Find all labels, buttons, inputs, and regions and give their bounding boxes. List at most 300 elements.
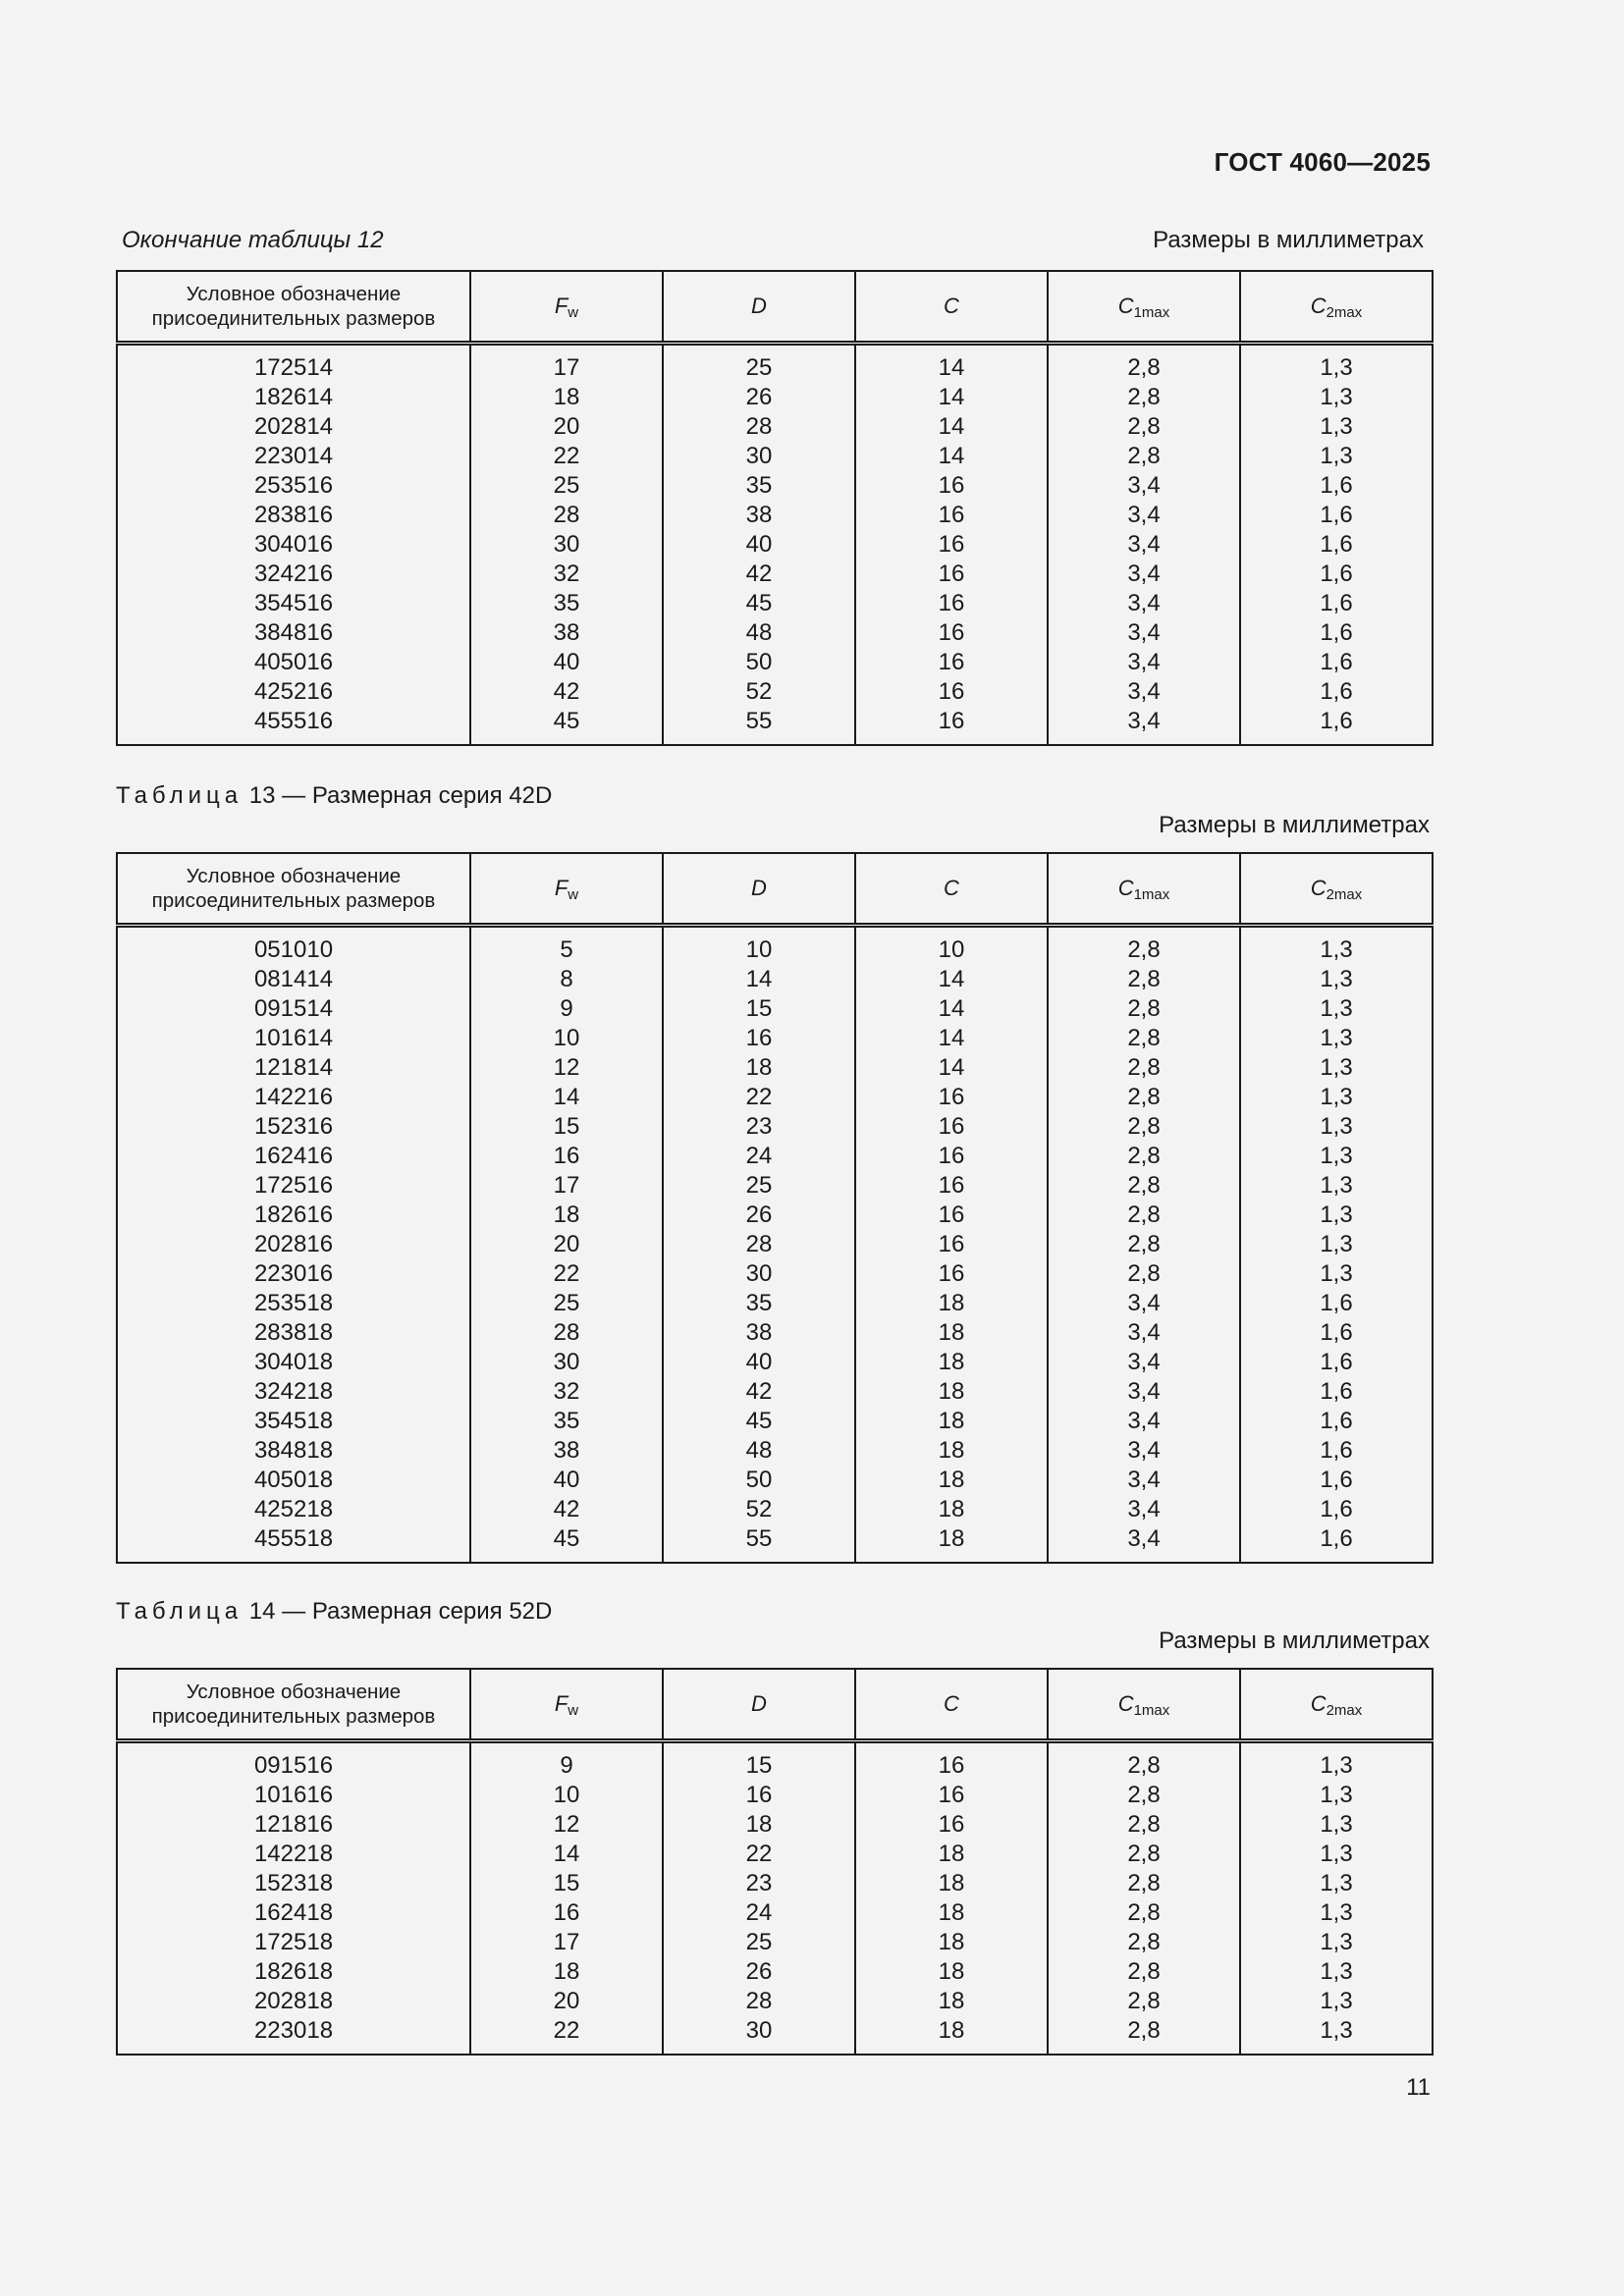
column-header-c2max — [1240, 271, 1433, 344]
table-cell: 1,3 — [1240, 1810, 1433, 1840]
table-cell: 1,3 — [1240, 1840, 1433, 1869]
table-cell: 18 — [855, 1318, 1048, 1348]
column-header-c — [855, 271, 1048, 344]
table-cell: 2,8 — [1048, 1083, 1240, 1112]
table-cell: 38 — [470, 1436, 663, 1466]
table-cell: 1,3 — [1240, 1112, 1433, 1142]
table-cell: 16 — [855, 1083, 1048, 1112]
table-row — [117, 1495, 1433, 1524]
table-cell: 48 — [663, 618, 855, 648]
table-cell: 14 — [855, 383, 1048, 412]
table-cell: 16 — [855, 1810, 1048, 1840]
table-cell: 14 — [470, 1840, 663, 1869]
column-header-fw — [470, 1669, 663, 1741]
column-symbol-subscript: w — [568, 885, 579, 903]
table-row — [117, 1318, 1433, 1348]
table-cell: 55 — [663, 707, 855, 745]
column-header-c1max — [1048, 271, 1240, 344]
column-symbol-subscript: w — [568, 303, 579, 321]
table-cell: 20 — [470, 1230, 663, 1259]
table-cell: 28 — [663, 412, 855, 442]
table-cell: 405018 — [253, 1467, 334, 1493]
table-cell: 52 — [663, 1495, 855, 1524]
table12-end — [116, 270, 1434, 746]
table-cell: 10 — [470, 1024, 663, 1053]
table-row — [117, 677, 1433, 707]
table-cell: 253516 — [253, 472, 334, 499]
table-cell: 172516 — [253, 1172, 334, 1199]
table-cell: 28 — [663, 1987, 855, 2016]
table-cell: 1,6 — [1240, 1289, 1433, 1318]
table-cell: 18 — [855, 2016, 1048, 2055]
table13-caption — [116, 782, 552, 810]
table-cell: 101614 — [253, 1025, 334, 1051]
table-cell: 3,4 — [1048, 1318, 1240, 1348]
column-header-c — [855, 1669, 1048, 1741]
table-cell: 1,6 — [1240, 530, 1433, 560]
column-symbol-subscript: 2max — [1326, 1701, 1363, 1719]
table-cell: 1,6 — [1240, 618, 1433, 648]
table-cell: 121816 — [253, 1811, 334, 1838]
table-row — [117, 1407, 1433, 1436]
column-header-symbol — [1117, 875, 1170, 903]
table-cell: 18 — [855, 1898, 1048, 1928]
table-row — [117, 412, 1433, 442]
table-cell: 1,3 — [1240, 344, 1433, 384]
table-cell: 162418 — [253, 1899, 334, 1926]
table-row — [117, 1436, 1433, 1466]
table-cell: 18 — [855, 1928, 1048, 1957]
table-cell: 1,3 — [1240, 965, 1433, 994]
table-cell: 2,8 — [1048, 412, 1240, 442]
table-cell: 354516 — [253, 590, 334, 616]
table-cell: 16 — [855, 707, 1048, 745]
table-row — [117, 1840, 1433, 1869]
table-cell: 1,3 — [1240, 383, 1433, 412]
table-cell: 455516 — [253, 708, 334, 734]
table-cell: 25 — [470, 1289, 663, 1318]
table-cell: 1,3 — [1240, 442, 1433, 471]
table-cell: 1,6 — [1240, 1348, 1433, 1377]
table-cell: 15 — [470, 1112, 663, 1142]
table-cell: 16 — [855, 1171, 1048, 1201]
column-header-d — [663, 1669, 855, 1741]
table-cell: 30 — [470, 1348, 663, 1377]
column-header-designation-line: Условное обозначение — [186, 283, 402, 305]
table-cell: 18 — [855, 1987, 1048, 2016]
column-header-fw — [470, 271, 663, 344]
table-cell: 9 — [470, 994, 663, 1024]
column-header-designation-line: присоединительных размеров — [151, 307, 436, 330]
table-cell: 18 — [855, 1957, 1048, 1987]
table-cell: 18 — [855, 1407, 1048, 1436]
table-cell: 18 — [855, 1436, 1048, 1466]
table-cell: 1,3 — [1240, 1898, 1433, 1928]
column-symbol-subscript: 1max — [1133, 885, 1170, 903]
column-symbol-letter: C — [1310, 293, 1326, 318]
table-cell: 30 — [663, 1259, 855, 1289]
column-header-symbol — [1310, 1690, 1363, 1719]
table-cell: 304018 — [253, 1349, 334, 1375]
page-number: 11 — [1406, 2074, 1431, 2101]
column-header-designation-line: Условное обозначение — [186, 865, 402, 887]
table-cell: 2,8 — [1048, 965, 1240, 994]
table-cell: 26 — [663, 383, 855, 412]
table12-continuation-caption: Окончание таблицы 12 — [122, 227, 384, 253]
column-symbol-letter: C — [944, 294, 959, 318]
column-symbol-letter: F — [554, 875, 568, 900]
column-header-symbol — [751, 876, 767, 900]
table-cell: 1,3 — [1240, 1781, 1433, 1810]
table-row — [117, 1171, 1433, 1201]
table-cell: 425218 — [253, 1496, 334, 1522]
column-header-symbol — [554, 293, 579, 321]
table-row — [117, 1230, 1433, 1259]
table-cell: 18 — [470, 1201, 663, 1230]
table-cell: 121814 — [253, 1054, 334, 1081]
table-cell: 2,8 — [1048, 1987, 1240, 2016]
table-cell: 3,4 — [1048, 589, 1240, 618]
table-cell: 32 — [470, 1377, 663, 1407]
table-cell: 283818 — [253, 1319, 334, 1346]
table-cell: 3,4 — [1048, 618, 1240, 648]
column-header-symbol — [1117, 1690, 1170, 1719]
table14 — [116, 1668, 1434, 2056]
table-cell: 223014 — [253, 443, 334, 469]
table-cell: 38 — [663, 1318, 855, 1348]
table-row — [117, 1810, 1433, 1840]
column-symbol-subscript: 2max — [1326, 885, 1363, 903]
table14-units-note: Размеры в миллиметрах — [1159, 1628, 1430, 1654]
column-symbol-letter: C — [1310, 1690, 1326, 1716]
table-cell: 14 — [855, 1024, 1048, 1053]
column-header-fw — [470, 853, 663, 926]
column-header-symbol — [944, 876, 959, 900]
table-header-row — [117, 271, 1433, 344]
table-cell: 48 — [663, 1436, 855, 1466]
table-cell: 1,3 — [1240, 1083, 1433, 1112]
column-header-designation — [117, 853, 470, 926]
table-cell: 1,3 — [1240, 1230, 1433, 1259]
table-cell: 55 — [663, 1524, 855, 1563]
table-row — [117, 1741, 1433, 1782]
table-row — [117, 707, 1433, 745]
table-cell: 1,6 — [1240, 560, 1433, 589]
table-row — [117, 618, 1433, 648]
table-row — [117, 2016, 1433, 2055]
table-cell: 3,4 — [1048, 1524, 1240, 1563]
table-cell: 52 — [663, 677, 855, 707]
table-cell: 14 — [855, 412, 1048, 442]
table-cell: 3,4 — [1048, 530, 1240, 560]
table-cell: 1,3 — [1240, 994, 1433, 1024]
table-cell: 051010 — [253, 936, 334, 963]
table-cell: 283816 — [253, 502, 334, 528]
table-cell: 30 — [663, 442, 855, 471]
column-header-designation-line: Условное обозначение — [186, 1681, 402, 1703]
table-cell: 2,8 — [1048, 383, 1240, 412]
table-cell: 16 — [663, 1781, 855, 1810]
table-cell: 1,3 — [1240, 1201, 1433, 1230]
table14-caption-title: 14 — Размерная серия 52D — [248, 1598, 553, 1625]
column-symbol-letter: F — [554, 1690, 568, 1716]
table-cell: 1,6 — [1240, 1407, 1433, 1436]
table-cell: 18 — [663, 1810, 855, 1840]
table-cell: 2,8 — [1048, 926, 1240, 966]
table-cell: 304016 — [253, 531, 334, 558]
table-cell: 405016 — [253, 649, 334, 675]
table-row — [117, 1053, 1433, 1083]
table-cell: 22 — [470, 2016, 663, 2055]
table-row — [117, 648, 1433, 677]
table-cell: 152318 — [253, 1870, 334, 1896]
table-row — [117, 1024, 1433, 1053]
table-cell: 25 — [663, 344, 855, 384]
table-cell: 22 — [663, 1840, 855, 1869]
table-cell: 1,3 — [1240, 1142, 1433, 1171]
table-cell: 182616 — [253, 1201, 334, 1228]
table-row — [117, 471, 1433, 501]
table-row — [117, 1987, 1433, 2016]
column-symbol-subscript: 1max — [1133, 1701, 1170, 1719]
table-cell: 35 — [663, 471, 855, 501]
table-cell: 1,6 — [1240, 707, 1433, 745]
table-cell: 23 — [663, 1112, 855, 1142]
table-cell: 455518 — [253, 1525, 334, 1552]
table-cell: 2,8 — [1048, 1230, 1240, 1259]
column-symbol-letter: C — [944, 1691, 959, 1716]
table14-caption — [116, 1598, 552, 1626]
table-cell: 25 — [663, 1928, 855, 1957]
table-row — [117, 1957, 1433, 1987]
table-cell: 3,4 — [1048, 1495, 1240, 1524]
table-cell: 3,4 — [1048, 648, 1240, 677]
table-cell: 35 — [470, 589, 663, 618]
table-cell: 40 — [470, 1466, 663, 1495]
table-cell: 15 — [663, 1741, 855, 1782]
table-cell: 202816 — [253, 1231, 334, 1257]
table-cell: 1,6 — [1240, 471, 1433, 501]
table-cell: 091514 — [253, 995, 334, 1022]
table-cell: 16 — [855, 471, 1048, 501]
table-cell: 14 — [470, 1083, 663, 1112]
table-cell: 1,3 — [1240, 1869, 1433, 1898]
table-cell: 15 — [663, 994, 855, 1024]
table-cell: 182614 — [253, 384, 334, 410]
table-cell: 2,8 — [1048, 1957, 1240, 1987]
table-cell: 22 — [470, 1259, 663, 1289]
table-cell: 1,3 — [1240, 1957, 1433, 1987]
table-cell: 425216 — [253, 678, 334, 705]
table-cell: 1,3 — [1240, 1024, 1433, 1053]
table-cell: 50 — [663, 1466, 855, 1495]
table-row — [117, 1524, 1433, 1563]
column-symbol-letter: D — [751, 294, 767, 318]
table-cell: 38 — [663, 501, 855, 530]
table-cell: 40 — [663, 1348, 855, 1377]
table-row — [117, 1289, 1433, 1318]
table-cell: 1,3 — [1240, 1928, 1433, 1957]
table-row — [117, 1259, 1433, 1289]
table-cell: 14 — [855, 994, 1048, 1024]
table-row — [117, 1898, 1433, 1928]
table-cell: 18 — [855, 1377, 1048, 1407]
table-cell: 3,4 — [1048, 501, 1240, 530]
column-header-c — [855, 853, 1048, 926]
table-cell: 1,3 — [1240, 1171, 1433, 1201]
table-cell: 50 — [663, 648, 855, 677]
table-row — [117, 994, 1433, 1024]
table-cell: 3,4 — [1048, 677, 1240, 707]
table-cell: 16 — [855, 1230, 1048, 1259]
column-header-symbol — [944, 294, 959, 318]
table-cell: 17 — [470, 1928, 663, 1957]
table-row — [117, 383, 1433, 412]
table13-caption-word: Таблица — [116, 782, 244, 809]
table-cell: 3,4 — [1048, 1466, 1240, 1495]
table-cell: 30 — [663, 2016, 855, 2055]
table-cell: 3,4 — [1048, 471, 1240, 501]
table-cell: 15 — [470, 1869, 663, 1898]
table-cell: 10 — [470, 1781, 663, 1810]
column-header-designation-line: присоединительных размеров — [151, 1705, 436, 1728]
table-cell: 1,6 — [1240, 1524, 1433, 1563]
table-cell: 1,3 — [1240, 1053, 1433, 1083]
table-cell: 18 — [855, 1524, 1048, 1563]
column-header-c1max — [1048, 853, 1240, 926]
column-symbol-letter: C — [1310, 875, 1326, 900]
table-cell: 253518 — [253, 1290, 334, 1316]
table-cell: 384816 — [253, 619, 334, 646]
column-header-designation — [117, 271, 470, 344]
table-cell: 3,4 — [1048, 560, 1240, 589]
table-cell: 24 — [663, 1898, 855, 1928]
table-cell: 2,8 — [1048, 1840, 1240, 1869]
column-header-symbol — [1117, 293, 1170, 321]
table-cell: 16 — [855, 501, 1048, 530]
table-row — [117, 501, 1433, 530]
table13-caption-title: 13 — Размерная серия 42D — [248, 782, 553, 809]
table-cell: 223016 — [253, 1260, 334, 1287]
table-cell: 16 — [855, 560, 1048, 589]
table-cell: 354518 — [253, 1408, 334, 1434]
table-cell: 324218 — [253, 1378, 334, 1405]
table-cell: 3,4 — [1048, 1377, 1240, 1407]
table-cell: 18 — [855, 1840, 1048, 1869]
column-symbol-subscript: w — [568, 1701, 579, 1719]
table-cell: 16 — [470, 1898, 663, 1928]
table-row — [117, 1112, 1433, 1142]
table-row — [117, 926, 1433, 966]
table-cell: 101616 — [253, 1782, 334, 1808]
column-header-symbol — [554, 1690, 579, 1719]
table-cell: 16 — [855, 1781, 1048, 1810]
table-row — [117, 1201, 1433, 1230]
table-cell: 3,4 — [1048, 1436, 1240, 1466]
table-cell: 2,8 — [1048, 1201, 1240, 1230]
table-cell: 152316 — [253, 1113, 334, 1140]
table-cell: 17 — [470, 1171, 663, 1201]
table-cell: 16 — [855, 589, 1048, 618]
table-cell: 14 — [663, 965, 855, 994]
table-cell: 1,6 — [1240, 589, 1433, 618]
table-cell: 2,8 — [1048, 1741, 1240, 1782]
column-symbol-letter: D — [751, 876, 767, 900]
table-cell: 5 — [470, 926, 663, 966]
table-cell: 40 — [663, 530, 855, 560]
table-cell: 14 — [855, 344, 1048, 384]
table-cell: 384818 — [253, 1437, 334, 1464]
table-row — [117, 1869, 1433, 1898]
column-header-symbol — [944, 1691, 959, 1716]
column-header-symbol — [554, 875, 579, 903]
table-cell: 16 — [663, 1024, 855, 1053]
table-cell: 10 — [855, 926, 1048, 966]
table-cell: 18 — [855, 1348, 1048, 1377]
table-cell: 16 — [855, 1112, 1048, 1142]
table-cell: 3,4 — [1048, 1289, 1240, 1318]
table-cell: 1,3 — [1240, 1741, 1433, 1782]
table-row — [117, 589, 1433, 618]
column-symbol-letter: D — [751, 1691, 767, 1716]
table-cell: 26 — [663, 1201, 855, 1230]
table-cell: 1,3 — [1240, 2016, 1433, 2055]
table-row — [117, 1377, 1433, 1407]
table14-caption-word: Таблица — [116, 1598, 244, 1625]
table-cell: 42 — [663, 1377, 855, 1407]
table-cell: 1,6 — [1240, 1377, 1433, 1407]
table-cell: 42 — [470, 677, 663, 707]
table-cell: 9 — [470, 1741, 663, 1782]
table-cell: 2,8 — [1048, 442, 1240, 471]
table-cell: 16 — [855, 530, 1048, 560]
table-row — [117, 1781, 1433, 1810]
column-header-c2max — [1240, 1669, 1433, 1741]
table-cell: 42 — [470, 1495, 663, 1524]
table-row — [117, 1928, 1433, 1957]
table-cell: 2,8 — [1048, 1112, 1240, 1142]
table-row — [117, 1466, 1433, 1495]
table-cell: 16 — [855, 648, 1048, 677]
table13 — [116, 852, 1434, 1564]
table-cell: 1,3 — [1240, 926, 1433, 966]
table-cell: 45 — [470, 1524, 663, 1563]
table-cell: 22 — [470, 442, 663, 471]
table-cell: 182618 — [253, 1958, 334, 1985]
table-cell: 18 — [855, 1869, 1048, 1898]
table-row — [117, 560, 1433, 589]
table-cell: 2,8 — [1048, 344, 1240, 384]
table-cell: 1,6 — [1240, 1318, 1433, 1348]
table-cell: 1,3 — [1240, 1987, 1433, 2016]
table-cell: 45 — [663, 589, 855, 618]
table-cell: 30 — [470, 530, 663, 560]
table-cell: 28 — [470, 1318, 663, 1348]
table-cell: 1,6 — [1240, 677, 1433, 707]
table-cell: 2,8 — [1048, 1810, 1240, 1840]
table-cell: 172514 — [253, 354, 334, 381]
column-symbol-letter: F — [554, 293, 568, 318]
column-header-symbol — [1310, 875, 1363, 903]
table-cell: 162416 — [253, 1143, 334, 1169]
column-symbol-subscript: 2max — [1326, 303, 1363, 321]
table-cell: 35 — [663, 1289, 855, 1318]
table-cell: 18 — [855, 1495, 1048, 1524]
table-cell: 172518 — [253, 1929, 334, 1955]
table-cell: 2,8 — [1048, 1898, 1240, 1928]
table-cell: 1,6 — [1240, 1495, 1433, 1524]
column-symbol-letter: C — [1117, 1690, 1134, 1716]
